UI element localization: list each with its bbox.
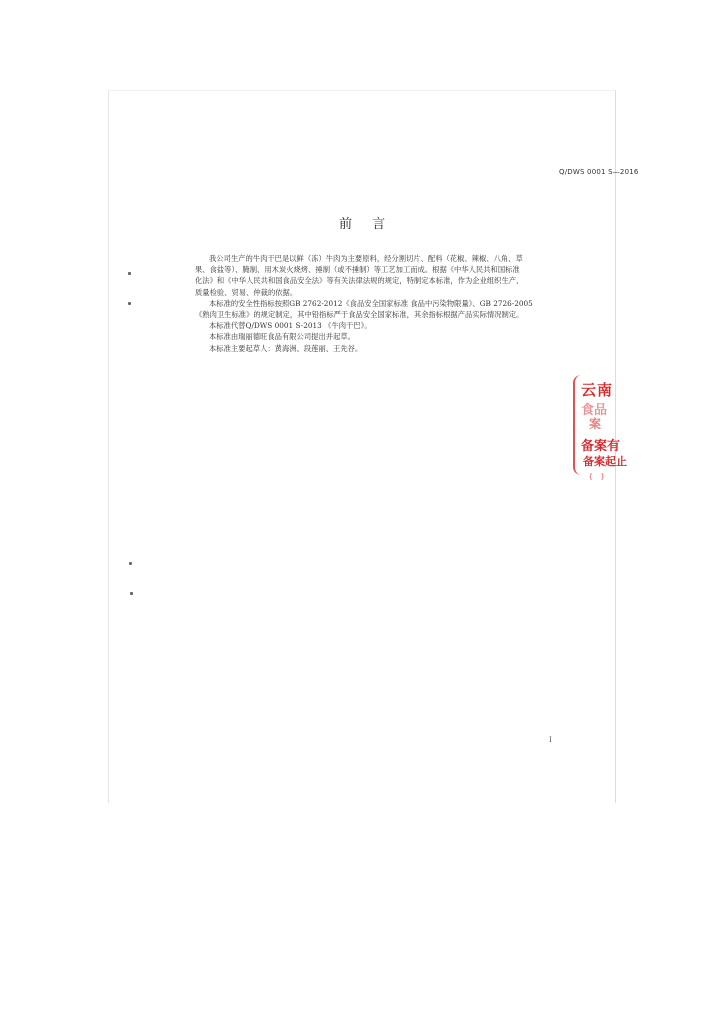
stamp-text: 云南 [581, 381, 614, 399]
text-line: 本标准的安全性指标按照GB 2762-2012《食品安全国家标准 食品中污染物限量》、GB 2726-2005 [209, 298, 533, 308]
paragraph-replaces [181, 320, 561, 331]
page-number: I [549, 736, 552, 744]
stamp-text: 备案起止 [583, 455, 627, 468]
registration-stamp [567, 371, 627, 489]
paragraph-drafters [181, 343, 561, 354]
text-line: 《熟肉卫生标准》的规定制定，其中铅指标严于食品安全国家标准，其余指标根据产品实际情况制定。 [195, 310, 524, 320]
text-line: 本标准代替Q/DWS 0001 S-2013 《牛肉干巴》。 [209, 321, 372, 331]
stamp-text: 备案有 [581, 439, 621, 454]
document-page [108, 90, 639, 803]
stamp-border [573, 375, 581, 475]
scan-speck [128, 272, 131, 275]
text-line: 本标准由瑞丽德旺食品有限公司提出并起草。 [209, 332, 355, 342]
text-line: 果、食盐等）、腌制、用木炭火烧烤、捶制（或不捶制）等工艺加工而成。根据《中华人民共和国标准 [195, 265, 520, 275]
text-line: 我公司生产的牛肉干巴是以鲜（冻）牛肉为主要原料，经分割切片、配料（花椒、辣椒、八角、草 [209, 254, 523, 263]
text-line: 本标准主要起草人：黄海洲、段莲丽、王先谷。 [209, 343, 363, 353]
scan-speck [128, 302, 131, 305]
standard-code: Q/DWS 0001 S—2016 [559, 168, 639, 176]
stamp-text: ( ) [589, 472, 605, 481]
scan-speck [130, 592, 133, 595]
scan-speck [129, 562, 132, 565]
foreword-body [181, 253, 561, 354]
stamp-text: 案 [589, 417, 602, 431]
paragraph-proposer [181, 331, 561, 342]
paragraph-product-description [181, 253, 561, 298]
text-line: 化法》和《中华人民共和国食品安全法》等有关法律法规的规定，特制定本标准，作为企业组织生产、 [195, 276, 524, 286]
page-title: 前 言 [339, 217, 394, 232]
paragraph-safety-indicators [181, 298, 561, 320]
text-line: 质量检验、贸易、仲裁的依据。 [195, 287, 298, 297]
stamp-text: 食品 [581, 403, 608, 418]
